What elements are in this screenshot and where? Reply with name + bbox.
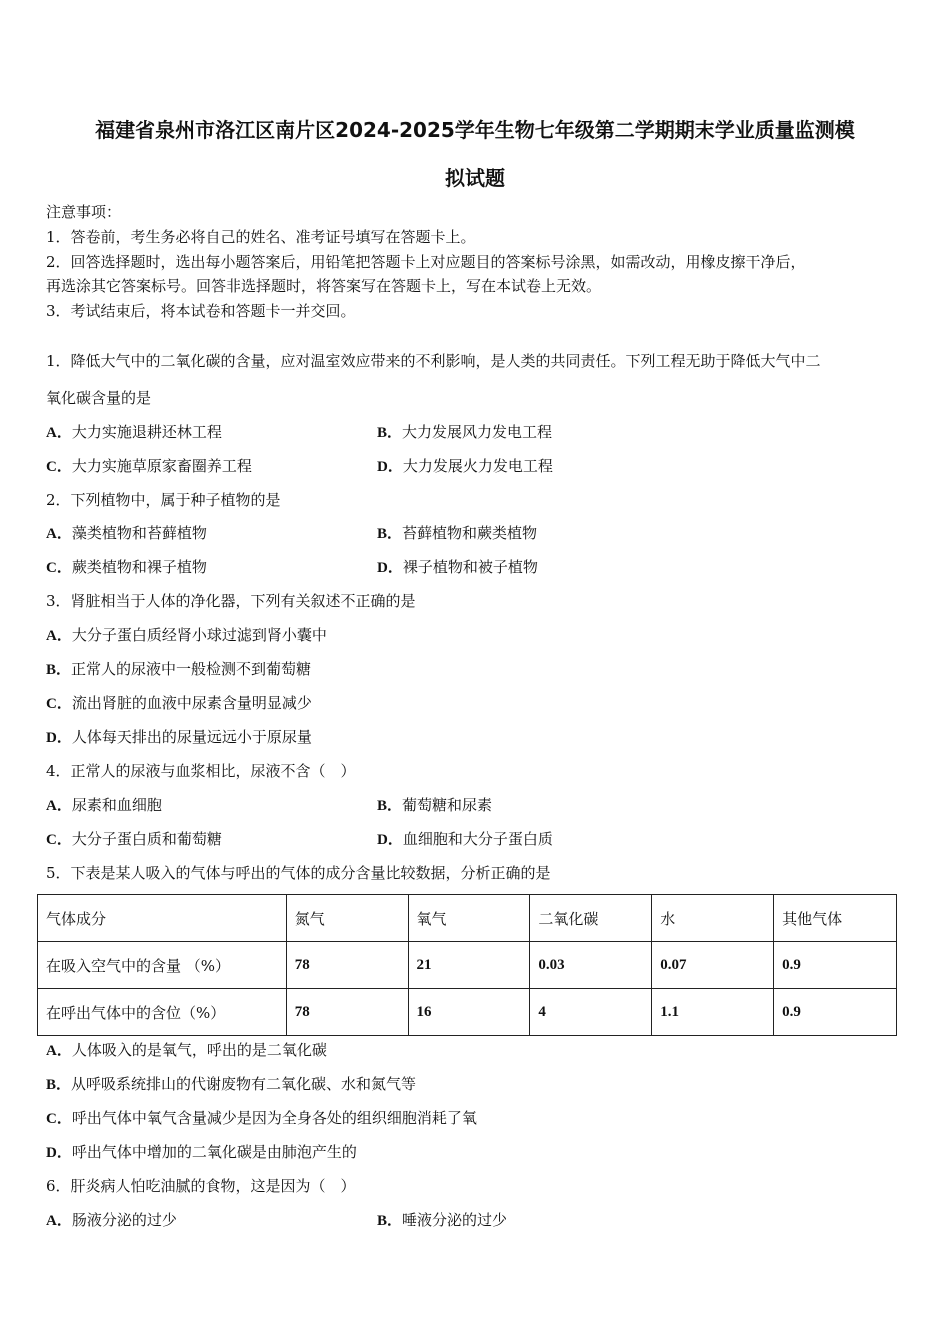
question-4-stem: 4．正常人的尿液与血浆相比，尿液不含（ ） [46,762,356,780]
question-5-option-c: C．呼出气体中氧气含量减少是因为全身各处的组织细胞消耗了氧 [46,1109,477,1127]
table-cell: 78 [286,989,408,1036]
question-3-option-c: C．流出肾脏的血液中尿素含量明显减少 [46,694,312,712]
notice-item: 1．答卷前，考生务必将自己的姓名、准考证号填写在答题卡上。 [46,228,476,246]
table-header-cell: 其他气体 [774,895,897,942]
question-1-stem: 1．降低大气中的二氧化碳的含量，应对温室效应带来的不利影响，是人类的共同责任。下列工程无助于降低大气中二 [46,352,821,370]
question-2-stem: 2．下列植物中，属于种子植物的是 [46,491,281,509]
question-4-option-c: C．大分子蛋白质和葡萄糖 [46,830,222,848]
question-5-option-a: A．人体吸入的是氧气，呼出的是二氧化碳 [46,1041,327,1059]
question-3-stem: 3．肾脏相当于人体的净化器，下列有关叙述不正确的是 [46,592,416,610]
question-1-option-c: C．大力实施草原家畜圈养工程 [46,457,252,475]
question-1-option-a: A．大力实施退耕还林工程 [46,423,222,441]
table-cell: 0.9 [774,942,897,989]
table-header-cell: 气体成分 [38,895,287,942]
table-header-cell: 水 [652,895,774,942]
question-3-option-a: A．大分子蛋白质经肾小球过滤到肾小囊中 [46,626,327,644]
table-header-cell: 氮气 [286,895,408,942]
question-4-option-d: D．血细胞和大分子蛋白质 [377,830,553,848]
notice-item: 再选涂其它答案标号。回答非选择题时，将答案写在答题卡上，写在本试卷上无效。 [46,277,602,295]
table-cell-label: 在呼出气体中的含位（%） [38,989,287,1036]
table-row [38,989,897,1036]
table-cell: 0.03 [530,942,652,989]
table-header-cell: 氧气 [408,895,530,942]
question-1-stem-cont: 氧化碳含量的是 [46,389,152,407]
table-cell: 16 [408,989,530,1036]
question-3-option-b: B．正常人的尿液中一般检测不到葡萄糖 [46,660,312,678]
gas-composition-table [37,894,897,1036]
notice-item: 2．回答选择题时，选出每小题答案后，用铅笔把答题卡上对应题目的答案标号涂黑，如需改动，用橡皮擦干净后， [46,253,806,271]
question-5-stem: 5．下表是某人吸入的气体与呼出的气体的成分含量比较数据，分析正确的是 [46,864,551,882]
table-cell: 0.07 [652,942,774,989]
table-cell: 78 [286,942,408,989]
question-5-option-d: D．呼出气体中增加的二氧化碳是由肺泡产生的 [46,1143,357,1161]
question-1-option-d: D．大力发展火力发电工程 [377,457,553,475]
question-4-option-b: B．葡萄糖和尿素 [377,796,493,814]
question-6-stem: 6．肝炎病人怕吃油腻的食物，这是因为（ ） [46,1177,356,1195]
page-title-line2: 拟试题 [445,166,505,190]
page-title-line1: 福建省泉州市洛江区南片区2024-2025学年生物七年级第二学期期末学业质量监测模 [95,118,855,142]
question-2-option-d: D．裸子植物和被子植物 [377,558,538,576]
question-6-option-b: B．唾液分泌的过少 [377,1211,508,1229]
question-2-option-b: B．苔藓植物和蕨类植物 [377,524,538,542]
question-6-option-a: A．肠液分泌的过少 [46,1211,177,1229]
table-cell: 4 [530,989,652,1036]
question-1-option-b: B．大力发展风力发电工程 [377,423,553,441]
question-2-option-c: C．蕨类植物和裸子植物 [46,558,207,576]
table-header-row [38,895,897,942]
table-row [38,942,897,989]
table-cell-label: 在吸入空气中的含量 （%） [38,942,287,989]
notice-heading: 注意事项： [46,203,122,221]
table-cell: 21 [408,942,530,989]
notice-item: 3．考试结束后，将本试卷和答题卡一并交回。 [46,302,356,320]
table-cell: 0.9 [774,989,897,1036]
table-cell: 1.1 [652,989,774,1036]
question-3-option-d: D．人体每天排出的尿量远远小于原尿量 [46,728,312,746]
question-2-option-a: A．藻类植物和苔藓植物 [46,524,207,542]
question-4-option-a: A．尿素和血细胞 [46,796,162,814]
table-header-cell: 二氧化碳 [530,895,652,942]
question-5-option-b: B．从呼吸系统排山的代谢废物有二氧化碳、水和氮气等 [46,1075,417,1093]
